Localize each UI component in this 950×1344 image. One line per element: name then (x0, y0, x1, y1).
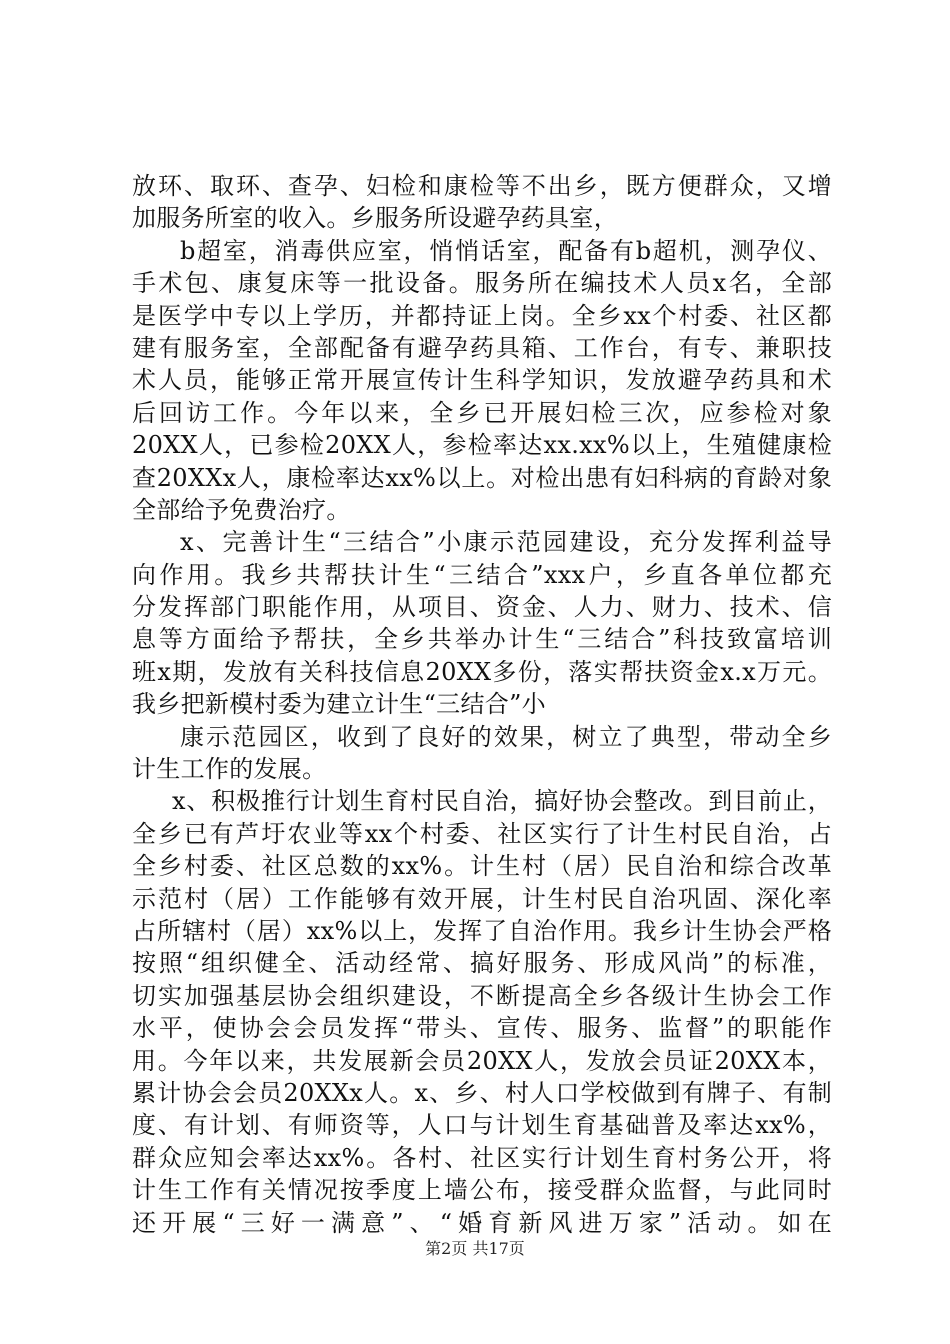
text-line: 计生工作的发展。 (132, 755, 327, 784)
text-line: 分发挥部门职能作用，从项目、资金、人力、财力、技术、信 (132, 593, 832, 622)
text-line: b超室，消毒供应室，悄悄话室，配备有b超机，测孕仪、 (180, 236, 832, 265)
text-line: 群众应知会率达xx%。各村、社区实行计划生育村务公开，将 (132, 1143, 832, 1172)
text-line: 放环、取环、查孕、妇检和康检等不出乡，既方便群众，又增 (132, 172, 832, 200)
text-line: 加服务所室的收入。乡服务所设避孕药具室， (132, 204, 618, 233)
text-line: 20XX人，已参检20XX人，参检率达xx.xx%以上，生殖健康检 (132, 431, 832, 460)
text-line: 建有服务室，全部配备有避孕药具箱、工作台，有专、兼职技 (132, 333, 832, 362)
text-line: 全乡已有芦圩农业等xx个村委、社区实行了计生村民自治，占 (132, 819, 832, 848)
text-line: 还开展“三好一满意”、“婚育新风进万家”活动。如在 (132, 1208, 832, 1237)
document-body (132, 170, 832, 1239)
text-line: 计生工作有关情况按季度上墙公布，接受群众监督，与此同时 (132, 1176, 832, 1205)
text-line: 水平，使协会会员发挥“带头、宣传、服务、监督”的职能作 (132, 1014, 832, 1043)
text-line: 切实加强基层协会组织建设，不断提高全乡各级计生协会工作 (132, 981, 832, 1010)
text-line: 全部给予免费治疗。 (132, 495, 351, 524)
text-line: 示范村（居）工作能够有效开展，计生村民自治巩固、深化率 (132, 884, 832, 913)
text-line: 累计协会会员20XXx人。x、乡、村人口学校做到有牌子、有制 (132, 1078, 832, 1107)
text-line: 度、有计划、有师资等，人口与计划生育基础普及率达xx%， (132, 1111, 832, 1140)
text-line: 息等方面给予帮扶，全乡共举办计生“三结合”科技致富培训 (132, 625, 832, 654)
text-line: 是医学中专以上学历，并都持证上岗。全乡xx个村委、社区都 (132, 301, 832, 330)
page-number-label: 第2页 共17页 (425, 1239, 525, 1258)
text-line: 用。今年以来，共发展新会员20XX人，发放会员证20XX本， (132, 1046, 832, 1075)
text-line: 班x期，发放有关科技信息20XX多份，落实帮扶资金x.x万元。 (132, 657, 832, 686)
text-line: 向作用。我乡共帮扶计生“三结合”xxx户，乡直各单位都充 (132, 560, 832, 589)
text-line: 我乡把新模村委为建立计生“三结合”小 (132, 690, 546, 719)
text-line: x、完善计生“三结合”小康示范园建设，充分发挥利益导 (180, 528, 832, 557)
text-line: x、积极推行计划生育村民自治，搞好协会整改。到目前止， (172, 787, 832, 816)
text-line: 占所辖村（居）xx%以上，发挥了自治作用。我乡计生协会严格 (132, 916, 832, 945)
text-line: 康示范园区，收到了良好的效果，树立了典型，带动全乡 (180, 722, 832, 751)
text-line: 后回访工作。今年以来，全乡已开展妇检三次，应参检对象 (132, 398, 832, 427)
text-line: 按照“组织健全、活动经常、搞好服务、形成风尚”的标准， (132, 949, 832, 978)
text-line: 全乡村委、社区总数的xx%。计生村（居）民自治和综合改革 (132, 852, 832, 881)
text-line: 术人员，能够正常开展宣传计生科学知识，发放避孕药具和术 (132, 366, 832, 395)
page-footer (0, 1238, 950, 1260)
text-line: 查20XXx人，康检率达xx%以上。对检出患有妇科病的育龄对象 (132, 463, 832, 492)
text-line: 手术包、康复床等一批设备。服务所在编技术人员x名，全部 (132, 269, 832, 298)
